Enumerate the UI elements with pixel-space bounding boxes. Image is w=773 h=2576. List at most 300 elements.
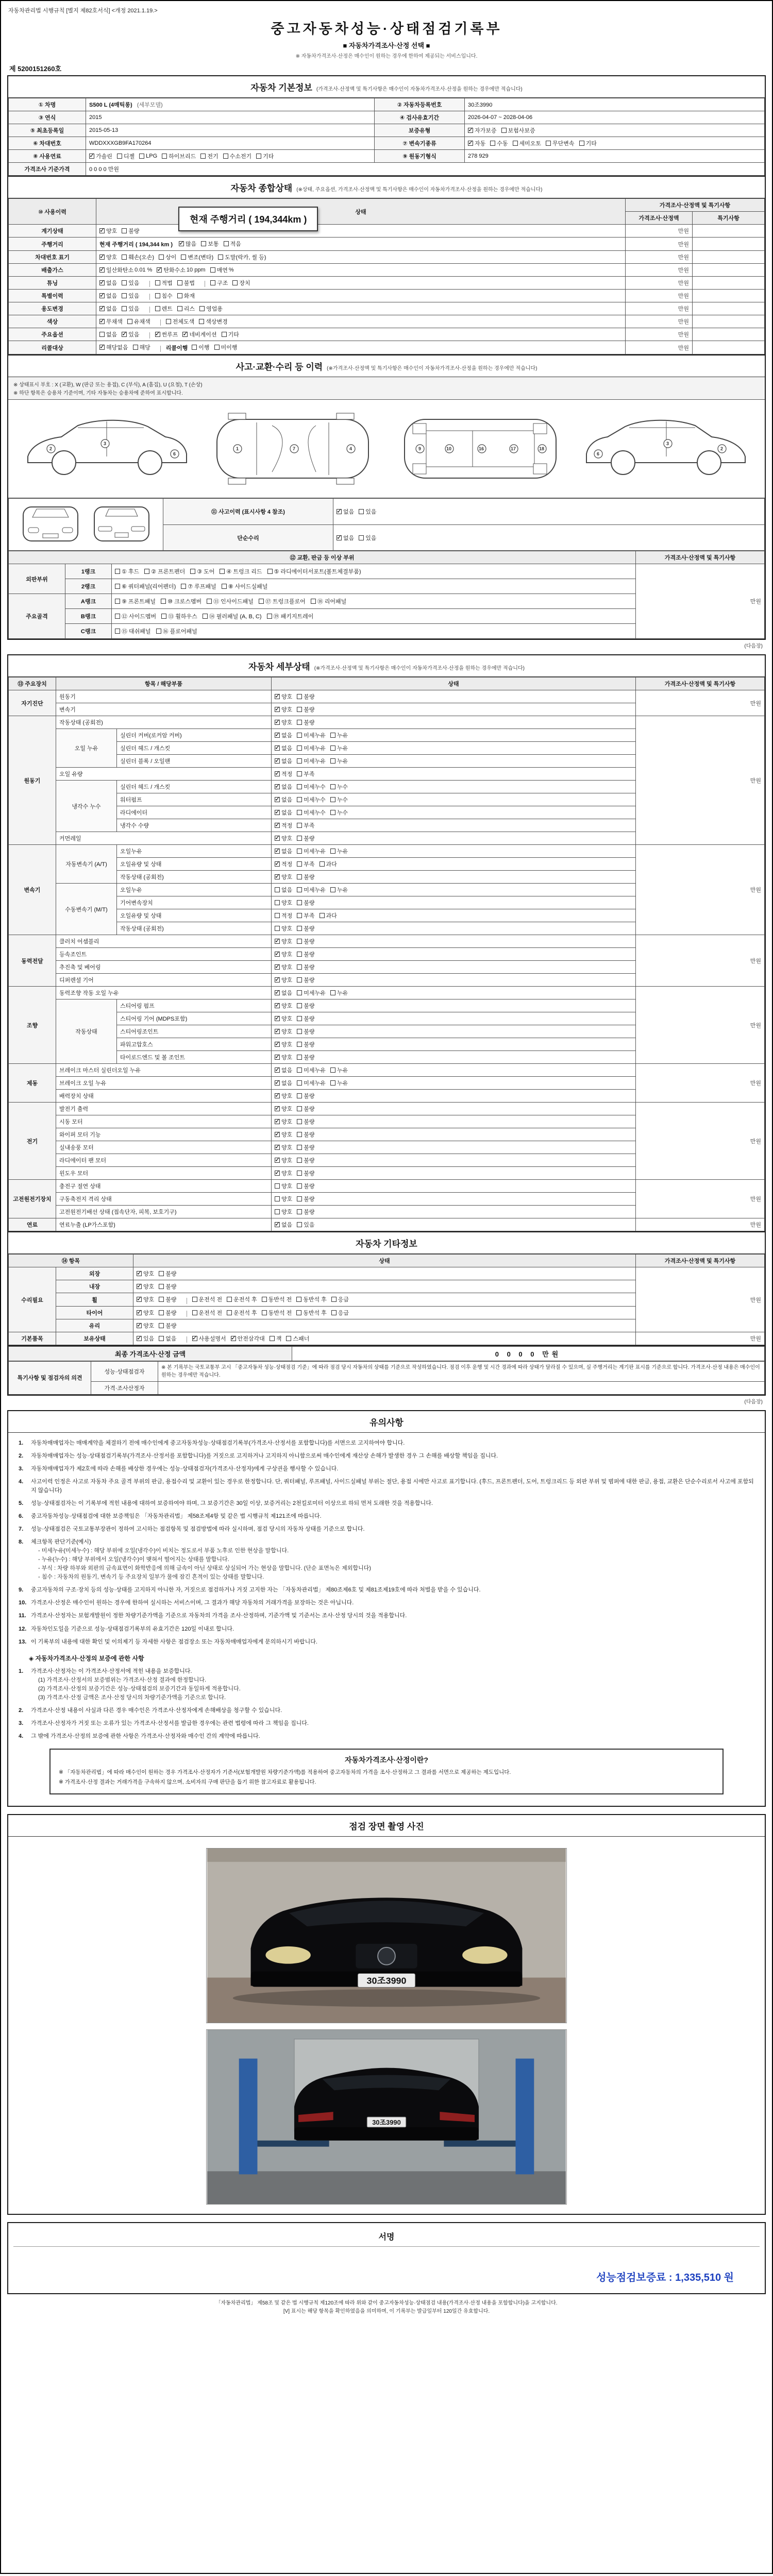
item-state (272, 948, 636, 961)
checkbox-option[interactable]: ✓ 없음 (275, 757, 292, 765)
checkbox-option[interactable]: 수소전기 (223, 152, 252, 160)
checkbox-icon (227, 1297, 232, 1302)
checkbox-option[interactable]: 장치 (232, 279, 250, 287)
checkbox-option[interactable]: ⑨ 프론트패널 (115, 597, 156, 605)
checkbox-option[interactable]: ✓ 양호 (275, 1169, 292, 1177)
etc-title: 자동차 기타정보 (8, 1232, 765, 1254)
checkbox-option[interactable]: 불량 (159, 1269, 176, 1278)
checkbox-option[interactable]: ✓ 양호 (275, 1092, 292, 1100)
checkbox-option[interactable]: 있음 (297, 1221, 314, 1229)
checkbox-option[interactable]: ✓ 사용설명서 (192, 1334, 226, 1343)
checkbox-option[interactable]: ✓ 양호 (275, 963, 292, 971)
checkbox-option[interactable]: 불량 (297, 1014, 314, 1023)
checkbox-icon (275, 874, 280, 879)
checkbox-option[interactable]: 불량 (297, 950, 314, 958)
checkbox-option[interactable]: ✓ 해당없음 (99, 343, 128, 351)
checkbox-option[interactable]: 운전석 후 (227, 1309, 257, 1317)
svg-text:6: 6 (597, 451, 600, 457)
item-state (272, 1038, 636, 1051)
checkbox-option[interactable]: 미세누유 (297, 847, 326, 855)
checkbox-option[interactable]: 불량 (297, 924, 314, 933)
checkbox-option[interactable]: ⑭ 필러패널 (A, B, C) (203, 612, 262, 620)
checkbox-option[interactable]: 불량 (297, 937, 314, 945)
checkbox-option[interactable]: 있음 (359, 507, 376, 516)
checkbox-option[interactable]: 유채색 (127, 317, 150, 326)
notice-item: 10. 가격조사·산정은 매수인이 원하는 경우에 한하여 실시하는 서비스이며, 그 결과가 해당 자동차의 거래가격을 보장하는 것은 아닙니다. (19, 1600, 354, 1606)
checkbox-icon (330, 810, 335, 815)
checkbox-icon (214, 345, 220, 350)
checkbox-option[interactable]: ✓ 양호 (275, 1117, 292, 1126)
checkbox-option[interactable]: 수동 (490, 139, 508, 147)
detail-table (8, 677, 765, 1231)
info-box-title: 자동차가격조사·산정이란? (345, 1755, 428, 1764)
checkbox-icon (275, 977, 280, 982)
car-diagrams (8, 400, 765, 498)
inspection-photo-rear-lift (206, 2029, 567, 2205)
checkbox-option[interactable]: 불량 (297, 899, 314, 907)
checkbox-option[interactable]: 해당 (133, 343, 150, 351)
item-part: 등속조인트 (56, 948, 272, 961)
checkbox-option[interactable]: 누유 (330, 886, 348, 894)
checkbox-option[interactable]: 누수 (330, 783, 348, 791)
checkbox-option[interactable]: 기타 (222, 330, 239, 338)
checkbox-icon (201, 241, 206, 246)
checkbox-option[interactable]: ✓ 없음 (275, 783, 292, 791)
checkbox-option[interactable]: 미세누수 (297, 808, 326, 817)
checkbox-option[interactable]: ✓ 없음 (275, 1221, 292, 1229)
inspection-photo-front (206, 1848, 567, 2023)
checkbox-icon (297, 1171, 302, 1176)
checkbox-option[interactable]: 양호 (275, 899, 292, 907)
checkbox-option[interactable]: 불량 (297, 1002, 314, 1010)
checkbox-option[interactable]: 불량 (297, 692, 314, 701)
checkbox-icon (122, 228, 127, 233)
checkbox-option[interactable]: ✓ 없음 (275, 1066, 292, 1074)
checkbox-option[interactable]: 불량 (297, 1027, 314, 1036)
checkbox-option[interactable]: 없음 (275, 886, 292, 894)
checkbox-option[interactable]: ✓ 없음 (275, 744, 292, 752)
checkbox-option[interactable]: 누유 (330, 731, 348, 739)
checkbox-option[interactable]: 부족 (297, 821, 314, 829)
checkbox-option[interactable]: 있음 (122, 292, 139, 300)
checkbox-option[interactable]: ✓ 양호 (137, 1295, 154, 1303)
item-part: 실린더 커버(로커암 커버) (117, 729, 272, 742)
checkbox-option[interactable]: ④ 트렁크 리드 (220, 567, 262, 575)
checkbox-option[interactable]: 렌트 (155, 304, 173, 313)
checkbox-option[interactable]: ✓ 양호 (275, 1143, 292, 1151)
checkbox-option[interactable]: ✓ 양호 (275, 937, 292, 945)
checkbox-option[interactable]: ✓ 자동 (468, 139, 485, 147)
checkbox-option[interactable]: 부족 (297, 911, 314, 920)
checkbox-icon (297, 913, 302, 918)
checkbox-option[interactable]: 불량 (297, 834, 314, 842)
checkbox-option[interactable]: ⑪ 인사이드패널 (207, 597, 254, 605)
checkbox-option[interactable]: 양호 (275, 1195, 292, 1203)
etc-item: 보유상태 (56, 1332, 133, 1345)
checkbox-option[interactable]: ✓ 없음 (99, 292, 117, 300)
checkbox-option[interactable]: 미세누수 (297, 795, 326, 804)
checkbox-option[interactable]: ✓ 양호 (275, 950, 292, 958)
checkbox-option[interactable]: 과다 (320, 911, 337, 920)
checkbox-option[interactable]: 없음 (99, 330, 117, 338)
checkbox-icon (297, 745, 302, 751)
checkbox-option[interactable]: 영업용 (199, 304, 223, 313)
price-cell: 만원 (625, 238, 692, 251)
col-usage: ⑩ 사용이력 (9, 199, 96, 225)
checkbox-option[interactable]: 동반석 후 (296, 1295, 327, 1303)
item-part: 윈도우 모터 (56, 1167, 272, 1180)
checkbox-option[interactable]: 기타 (256, 152, 274, 160)
checkbox-option[interactable]: 불량 (297, 1195, 314, 1203)
checkbox-option[interactable]: ② 프론트펜더 (144, 567, 185, 575)
item-part: 배력장치 상태 (56, 1090, 272, 1103)
checkbox-option[interactable]: 매연 % (210, 266, 234, 274)
checkbox-option[interactable]: 있음 (122, 279, 139, 287)
checkbox-option[interactable]: ⑲ 패키지트레이 (267, 612, 314, 620)
checkbox-option[interactable]: ✓ 양호 (275, 692, 292, 701)
field-label: ⑤ 최초등록일 (9, 124, 86, 137)
checkbox-option[interactable]: 적정 (275, 911, 292, 920)
checkbox-icon (207, 599, 212, 604)
checkbox-icon (275, 836, 280, 841)
checkbox-option[interactable]: ⑩ 크로스멤버 (161, 597, 201, 605)
checkbox-option[interactable]: 있음 (359, 534, 376, 542)
field-label: ② 자동차등록번호 (375, 98, 465, 111)
checkbox-icon (99, 306, 105, 311)
final-price-value: 0 0 0 0 만원 (292, 1346, 765, 1361)
checkbox-option[interactable]: ✓ 가솔린 (89, 152, 112, 160)
checkbox-option[interactable]: ✓ 적정 (275, 860, 292, 868)
checkbox-option[interactable]: ✓ 있음 (122, 330, 139, 338)
checkbox-option[interactable]: ⑫ 사이드멤버 (115, 612, 156, 620)
checkbox-option[interactable]: 누수 (330, 808, 348, 817)
checkbox-option[interactable]: ⑯ 플로어패널 (156, 627, 197, 635)
checkbox-option[interactable]: ⑦ 루프패널 (181, 582, 216, 590)
checkbox-icon (99, 280, 105, 285)
item-part: 브레이크 오일 누유 (56, 1077, 272, 1090)
checkbox-option[interactable]: ✓ 탄화수소 10 ppm (157, 266, 205, 274)
field-label: ⑦ 변속기종류 (375, 137, 465, 150)
checkbox-icon (275, 1080, 280, 1086)
checkbox-option[interactable]: 미세누유 (297, 989, 326, 997)
col-price-group: 가격조사·산정액 및 특기사항 (625, 199, 764, 212)
checkbox-option[interactable]: 응급 (331, 1309, 349, 1317)
checkbox-option[interactable]: 색상변경 (199, 317, 228, 326)
etc-group-name: 기본품목 (9, 1332, 56, 1345)
checkbox-option[interactable]: ⑥ 쿼터패널(리어펜더) (115, 582, 176, 590)
checkbox-icon (256, 154, 261, 159)
item-part: 실린더 헤드 / 개스킷 (117, 742, 272, 755)
checkbox-option[interactable]: ✓ 썬루프 (155, 330, 178, 338)
notice-item: 12. 자동차인도일을 기준으로 성능·상태점검기록부의 유효기간은 120일 이내로 합니다. (19, 1625, 234, 1632)
checkbox-option[interactable]: ✓ 없음 (275, 989, 292, 997)
inspector-role: 성능·상태점검자 (91, 1361, 158, 1381)
checkbox-option[interactable]: ✓ 양호 (275, 1027, 292, 1036)
notice-item: 11. 가격조사·산정자는 보험개발원이 정한 차량기준가액을 기준으로 자동차의 가격을 조사·산정하며, 기준가액 및 기준서는 조사·산정 당시의 것을 적용합니다. (19, 1613, 407, 1619)
checkbox-option[interactable]: ✓ 양호 (275, 1040, 292, 1048)
checkbox-option[interactable]: 불량 (159, 1295, 176, 1303)
checkbox-option[interactable]: 불량 (297, 1092, 314, 1100)
checkbox-option[interactable]: 불량 (297, 963, 314, 971)
checkbox-option[interactable]: 침수 (155, 292, 173, 300)
checkbox-icon (115, 614, 120, 619)
section-etc (8, 1231, 765, 1345)
checkbox-option[interactable]: 불법 (177, 279, 195, 287)
checkbox-option[interactable]: ✓ 양호 (137, 1309, 154, 1317)
checkbox-option[interactable]: 적음 (224, 240, 241, 248)
checkbox-option[interactable]: 부족 (297, 860, 314, 868)
checkbox-option[interactable]: ✓ 양호 (275, 1156, 292, 1164)
checkbox-option[interactable]: ✓ 없음 (337, 507, 354, 516)
item-part: 냉각수 수량 (117, 819, 272, 832)
usage-row-state (96, 277, 626, 290)
guarantee-item: 3. 가격조사·산정자가 거짓 또는 오류가 있는 가격조사·산정서를 발급한 경우에는 관련 법령에 따라 그 책임을 집니다. (19, 1720, 309, 1727)
checkbox-option[interactable]: 불량 (159, 1282, 176, 1291)
checkbox-option[interactable]: 보통 (201, 240, 219, 248)
price-appraisal-info-box (49, 1749, 724, 1794)
checkbox-option[interactable]: 미세누유 (297, 886, 326, 894)
document-number: 제 5200151260호 (9, 65, 62, 73)
checkbox-option[interactable]: 양호 (275, 1182, 292, 1190)
notice-title: 유의사항 (8, 1411, 765, 1433)
item-category: 오일 누유 (56, 729, 117, 768)
checkbox-option[interactable]: 불량 (159, 1321, 176, 1330)
checkbox-option[interactable]: 미세누유 (297, 1066, 326, 1074)
checkbox-option[interactable]: ✓ 양호 (275, 1014, 292, 1023)
checkbox-option[interactable]: 있음 (122, 304, 139, 313)
checkbox-option[interactable]: 운전석 전 (192, 1309, 223, 1317)
checkbox-option[interactable]: ✓ 없음 (275, 1079, 292, 1087)
checkbox-option[interactable]: 보험사보증 (501, 126, 535, 134)
checkbox-icon (259, 599, 264, 604)
checkbox-option[interactable]: 이행 (192, 343, 209, 351)
checkbox-icon (218, 255, 223, 260)
checkbox-option[interactable]: 불량 (297, 1117, 314, 1126)
usage-row-state (96, 315, 626, 328)
checkbox-option[interactable]: ① 후드 (115, 567, 139, 575)
checkbox-option[interactable]: ✓ 양호 (137, 1321, 154, 1330)
checkbox-icon (297, 1106, 302, 1111)
checkbox-icon (144, 569, 149, 574)
checkbox-option[interactable]: 불량 (297, 1130, 314, 1139)
checkbox-option[interactable]: 운전석 후 (227, 1295, 257, 1303)
checkbox-option[interactable]: 불량 (297, 718, 314, 726)
overall-row (9, 328, 765, 341)
checkbox-option[interactable]: 변조(변타) (181, 253, 213, 261)
checkbox-option[interactable]: ⑤ 라디에이터서포트(볼트체결부품) (267, 567, 361, 575)
checkbox-icon (297, 694, 302, 699)
checkbox-option[interactable]: 리스 (177, 304, 195, 313)
checkbox-option[interactable]: 구조 (210, 279, 228, 287)
checkbox-option[interactable]: 과다 (320, 860, 337, 868)
checkbox-option[interactable]: 적법 (155, 279, 173, 287)
checkbox-option[interactable]: 스패너 (286, 1334, 309, 1343)
checkbox-option[interactable]: ✓ 적정 (275, 770, 292, 778)
checkbox-option[interactable]: 동반석 전 (262, 1295, 292, 1303)
checkbox-option[interactable]: ③ 도어 (190, 567, 214, 575)
checkbox-option[interactable]: 운전석 전 (192, 1295, 223, 1303)
checkbox-option[interactable]: 불량 (297, 873, 314, 881)
checkbox-option[interactable]: ✓ 없음 (337, 534, 354, 542)
checkbox-option[interactable]: 불량 (297, 1143, 314, 1151)
checkbox-option[interactable]: 없음 (159, 1334, 176, 1343)
checkbox-option[interactable]: ✓ 양호 (137, 1282, 154, 1291)
checkbox-option[interactable]: 불량 (297, 1182, 314, 1190)
checkbox-option[interactable]: ⑰ 트렁크플로어 (259, 597, 306, 605)
checkbox-option[interactable]: 기타 (579, 139, 597, 147)
checkbox-option[interactable]: 불량 (297, 1053, 314, 1061)
checkbox-option[interactable]: ✓ 양호 (275, 705, 292, 714)
checkbox-option[interactable]: 동반석 전 (262, 1309, 292, 1317)
vin-value: WDDXXXGB9FA170264 (86, 137, 375, 150)
checkbox-option[interactable]: 전기 (200, 152, 218, 160)
checkbox-icon (275, 849, 280, 854)
checkbox-icon (330, 784, 335, 789)
checkbox-option[interactable]: ✓ 양호 (275, 1002, 292, 1010)
checkbox-option[interactable]: 양호 (275, 924, 292, 933)
checkbox-option[interactable]: 누유 (330, 847, 348, 855)
checkbox-option[interactable]: ✓ 적정 (275, 821, 292, 829)
checkbox-option[interactable]: ✓ 양호 (275, 718, 292, 726)
checkbox-option[interactable]: 불량 (297, 1208, 314, 1216)
checkbox-icon (99, 267, 105, 273)
checkbox-option[interactable]: 누수 (330, 795, 348, 804)
checkbox-option[interactable]: 불량 (159, 1309, 176, 1317)
checkbox-option[interactable]: ✓ 일산화탄소 0.01 % (99, 266, 152, 274)
checkbox-option[interactable]: ✓ 양호 (275, 1130, 292, 1139)
checkbox-option[interactable]: 하이브리드 (162, 152, 196, 160)
checkbox-option[interactable]: ✓ 없음 (99, 304, 117, 313)
checkbox-option[interactable]: ✓ 없음 (275, 808, 292, 817)
checkbox-icon (297, 874, 302, 879)
checkbox-option[interactable]: 세미오토 (513, 139, 542, 147)
checkbox-icon (501, 128, 507, 133)
checkbox-option[interactable]: 양호 (275, 1208, 292, 1216)
checkbox-option[interactable]: 부족 (297, 770, 314, 778)
checkbox-option[interactable]: ⑮ 대쉬패널 (115, 627, 151, 635)
checkbox-option[interactable]: 누유 (330, 1079, 348, 1087)
price-cell: 만원 (625, 328, 692, 341)
checkbox-option[interactable]: ✓ 자가보증 (468, 126, 497, 134)
item-category: 냉각수 누수 (56, 781, 117, 832)
checkbox-option[interactable]: 잭 (270, 1334, 282, 1343)
checkbox-icon (275, 887, 280, 892)
checkbox-option[interactable]: LPG (139, 153, 157, 159)
checkbox-option[interactable]: 불량 (297, 1105, 314, 1113)
checkbox-option[interactable]: ✓ 양호 (275, 1053, 292, 1061)
price-cell: 만원 (636, 845, 765, 935)
checkbox-option[interactable]: 화재 (177, 292, 195, 300)
detail-row (9, 1064, 765, 1077)
checkbox-icon (177, 306, 182, 311)
checkbox-icon (297, 1158, 302, 1163)
checkbox-icon (275, 1016, 280, 1021)
checkbox-option[interactable]: 도말(락카, 씰 등) (218, 253, 266, 261)
checkbox-option[interactable]: 상이 (159, 253, 176, 261)
checkbox-option[interactable]: ✓ 양호 (275, 1105, 292, 1113)
checkbox-option[interactable]: ✓ 양호 (99, 253, 117, 261)
checkbox-option[interactable]: ✓ 없음 (275, 731, 292, 739)
checkbox-option[interactable]: 무단변속 (546, 139, 575, 147)
checkbox-option[interactable]: 디젤 (117, 152, 135, 160)
checkbox-icon (115, 569, 120, 574)
checkbox-icon (155, 306, 160, 311)
checkbox-option[interactable]: 미세누유 (297, 731, 326, 739)
checkbox-option[interactable]: 누유 (330, 757, 348, 765)
checkbox-option[interactable]: 미세누수 (297, 783, 326, 791)
checkbox-option[interactable]: 누유 (330, 744, 348, 752)
checkbox-icon (137, 1323, 142, 1328)
checkbox-option[interactable]: ✓ 네비게이션 (182, 330, 216, 338)
checkbox-option[interactable]: ✓ 없음 (99, 279, 117, 287)
checkbox-option[interactable]: 불량 (297, 705, 314, 714)
checkbox-option[interactable]: 불량 (297, 1169, 314, 1177)
detail-row (9, 1103, 765, 1115)
checkbox-option[interactable]: 전체도색 (166, 317, 195, 326)
device-group-name: 동력전달 (9, 935, 56, 987)
checkbox-option[interactable]: 미이행 (214, 343, 238, 351)
checkbox-option[interactable]: ✓ 없음 (275, 847, 292, 855)
checkbox-option[interactable]: ✓ 없음 (275, 795, 292, 804)
checkbox-icon (232, 280, 238, 285)
checkbox-icon (275, 745, 280, 751)
footer-line-2: [V] 표시는 해당 항목을 확인하였음을 의미하며, 이 기록부는 발급일부터 120일간 유효합니다. (283, 2308, 490, 2314)
usage-row-state (96, 225, 626, 238)
checkbox-option[interactable]: ✓ 양호 (275, 834, 292, 842)
checkbox-option[interactable]: 훼손(오손) (122, 253, 154, 261)
notice-item: 4. 사고이력 인정은 사고로 자동차 주요 골격 부위의 판금, 용접수리 및 교환이 있는 경우로 한정합니다. 단, 쿼터패널, 루프패널, 사이드실패널 부위는 절단, 용접 시에만 사고로 표기합니다. (후드, 프론트펜더, 도어, 트렁크리드 등 외판 부위 및 범퍼에 대한 판금, 용접, 교환은 단순수리로서 사고에 포함되지 않습니다) (19, 1478, 754, 1494)
item-state (272, 1090, 636, 1103)
checkbox-option[interactable]: 동반석 후 (296, 1309, 327, 1317)
checkbox-option[interactable]: 누유 (330, 1066, 348, 1074)
checkbox-icon (297, 1119, 302, 1124)
checkbox-option[interactable]: ⑬ 휠하우스 (161, 612, 197, 620)
checkbox-option[interactable]: ✓ 안전삼각대 (231, 1334, 265, 1343)
checkbox-option[interactable]: ⑧ 사이드실패널 (222, 582, 268, 590)
checkbox-option[interactable]: ✓ 양호 (275, 976, 292, 984)
checkbox-option[interactable]: 응급 (331, 1295, 349, 1303)
checkbox-option[interactable]: ⑱ 리어패널 (311, 597, 347, 605)
checkbox-option[interactable]: 불량 (297, 1040, 314, 1048)
usage-row-label: 차대번호 표기 (9, 251, 96, 264)
checkbox-option[interactable]: 불량 (297, 976, 314, 984)
checkbox-option[interactable]: ✓ 많음 (179, 240, 196, 248)
checkbox-icon (192, 1310, 197, 1315)
usage-row-state (96, 328, 626, 341)
checkbox-option[interactable]: 미세누유 (297, 744, 326, 752)
checkbox-option[interactable]: 미세누유 (297, 757, 326, 765)
checkbox-option[interactable]: 불량 (122, 227, 139, 235)
checkbox-option[interactable]: ✓ 양호 (137, 1269, 154, 1278)
item-state (272, 781, 636, 793)
checkbox-icon (157, 267, 162, 273)
photos-title: 점검 장면 촬영 사진 (8, 1815, 765, 1837)
page-title: 중고자동차성능·상태점검기록부 (271, 21, 502, 37)
checkbox-icon (297, 1080, 302, 1086)
checkbox-option[interactable]: 미세누유 (297, 1079, 326, 1087)
checkbox-option[interactable]: ✓ 양호 (99, 227, 117, 235)
checkbox-option[interactable]: ✓ 무채색 (99, 317, 123, 326)
checkbox-option[interactable]: 누유 (330, 989, 348, 997)
col-item: 항목 / 해당부품 (56, 677, 272, 690)
car-diagram-rear (88, 501, 155, 548)
item-part: 작동상태 (공회전) (117, 871, 272, 884)
checkbox-option[interactable]: 불량 (297, 1156, 314, 1164)
checkbox-option[interactable]: ✓ 있음 (137, 1334, 154, 1343)
checkbox-option[interactable]: ✓ 양호 (275, 873, 292, 881)
checkbox-icon (275, 1055, 280, 1060)
checkbox-icon (182, 332, 188, 337)
